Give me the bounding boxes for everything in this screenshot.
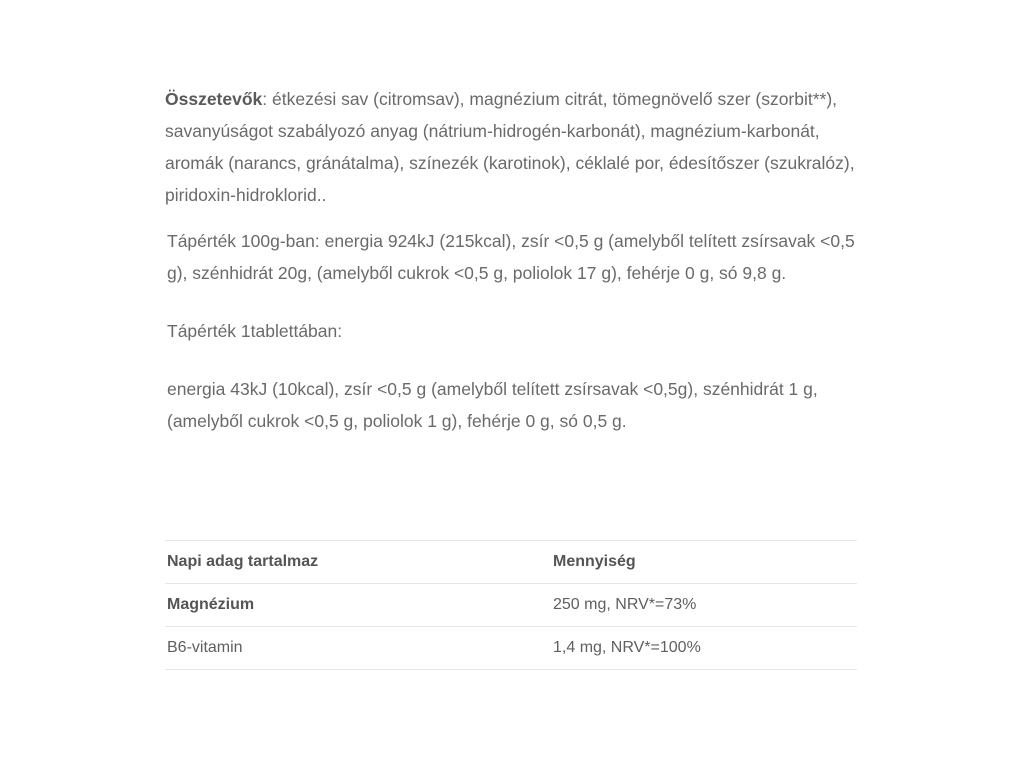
table-row [165, 627, 857, 670]
ingredients-label: Összetevők [165, 89, 263, 109]
column-header-amount: Mennyiség [551, 541, 857, 584]
nutrient-amount-cell: 250 mg, NRV*=73% [551, 584, 857, 627]
nutrient-name-cell: Magnézium [165, 584, 551, 627]
table-header-row [165, 541, 857, 584]
table-row [165, 584, 857, 627]
nutrient-name-cell: B6-vitamin [165, 627, 551, 670]
ingredients-paragraph [165, 83, 865, 211]
nutrition-per-tablet-title: Tápérték 1tablettában: [167, 321, 343, 341]
daily-dose-table [165, 540, 857, 670]
nutrition-per-tablet-values: energia 43kJ (10kcal), zsír <0,5 g (amelyből telített zsírsavak <0,5g), szénhidrát 1 g, (amelyből cukrok <0,5 g, poliolok 1 g), fehérje 0 g, só 0,5 g. [167, 379, 818, 431]
product-description [165, 83, 865, 437]
nutrition-per-100g: Tápérték 100g-ban: energia 924kJ (215kcal), zsír <0,5 g (amelyből telített zsírsavak <0,5 g), szénhidrát 20g, (amelyből cukrok <0,5 g, poliolok 17 g), fehérje 0 g, só 9,8 g. [167, 231, 855, 283]
ingredients-text: : étkezési sav (citromsav), magnézium citrát, tömegnövelő szer (szorbit**), savanyúságot szabályozó anyag (nátrium-hidrogén-karbonát), magnézium-karbonát, aromák (narancs, gránátalma), színezék (karotinok), céklalé por, édesítőszer (szukralóz), piridoxin-hidroklorid.. [165, 89, 855, 205]
nutrient-amount-cell: 1,4 mg, NRV*=100% [551, 627, 857, 670]
column-header-content: Napi adag tartalmaz [165, 541, 551, 584]
